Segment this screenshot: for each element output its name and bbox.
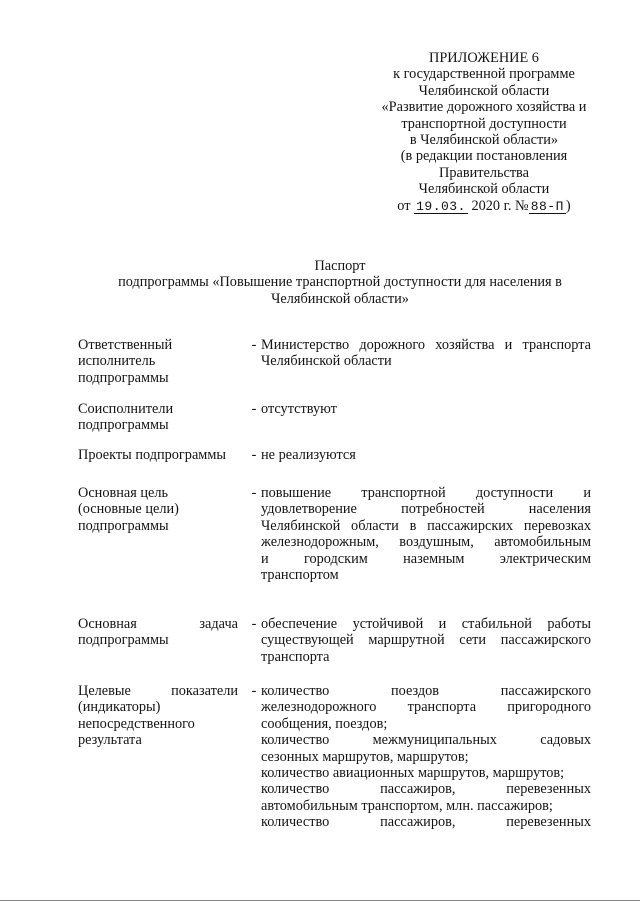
row-value [261, 616, 591, 665]
value-line: отсутствуют [261, 401, 337, 417]
value-line: железнодорожным, воздушным, автомобильным [261, 534, 591, 551]
label-line: (индикаторы) [78, 699, 161, 716]
date-prefix: от [397, 197, 411, 214]
row-label [78, 683, 238, 749]
passport-title [60, 258, 620, 307]
appendix-line: (в редакции постановления [400, 148, 568, 165]
row-label [78, 616, 238, 649]
value-line: количество пассажиров, перевезенных [261, 781, 591, 798]
value-line: количество поездов пассажирского [261, 683, 591, 699]
row-value [261, 447, 591, 463]
label-line: подпрограммы [78, 417, 169, 434]
label-line: непосредственного [78, 715, 195, 732]
label-line: Проекты подпрограммы [78, 447, 226, 463]
row-label [78, 485, 238, 534]
label-line: Основная задача [78, 616, 238, 632]
label-line: Целевые показатели [78, 683, 238, 699]
row-value [261, 485, 591, 583]
value-line: железнодорожного транспорта пригородного [261, 699, 591, 716]
value-line: количество авиационных маршрутов, маршрутов; [261, 765, 565, 782]
date-year: 2020 г. № [471, 197, 529, 214]
row-label [78, 337, 238, 386]
row-dash: - [251, 401, 257, 417]
row-value [261, 401, 591, 417]
label-line: Соисполнители [78, 401, 174, 417]
label-line: исполнитель [78, 353, 156, 370]
appendix-line: в Челябинской области» [409, 132, 559, 149]
value-line: повышение транспортной доступности и [261, 485, 591, 501]
appendix-line: Челябинской области [418, 82, 550, 99]
label-line: подпрограммы [78, 369, 169, 386]
value-line: Челябинской области [261, 353, 392, 370]
value-line: Челябинской области в пассажирских перевозках [261, 517, 591, 534]
value-line: и городским наземным электрическим [261, 550, 591, 567]
value-line: количество межмуниципальных садовых [261, 732, 591, 749]
appendix-line: Челябинской области [418, 181, 550, 198]
value-line: транспортом [261, 567, 339, 584]
page-bottom-edge [0, 900, 640, 901]
label-line: Ответственный [78, 337, 173, 353]
row-value [261, 683, 591, 831]
value-line: автомобильным транспортом, млн. пассажиров; [261, 797, 553, 814]
value-line: обеспечение устойчивой и стабильной работы [261, 616, 591, 632]
appendix-line: транспортной доступности [401, 115, 567, 132]
title-line: Челябинской области» [271, 290, 409, 307]
value-line: сообщения, поездов; [261, 715, 388, 732]
value-line: не реализуются [261, 447, 356, 463]
row-label [78, 401, 238, 434]
resolution-date-line [360, 198, 608, 214]
value-line: транспорта [261, 648, 330, 665]
value-line: Министерство дорожного хозяйства и транспорта [261, 337, 591, 353]
title-line: Паспорт [314, 258, 366, 274]
row-dash: - [251, 485, 257, 501]
appendix-line: Правительства [439, 164, 529, 181]
row-value [261, 337, 591, 370]
handwritten-number: 88-П [530, 198, 564, 214]
row-dash: - [251, 447, 257, 463]
row-dash: - [251, 616, 257, 632]
value-line: удовлетворение потребностей населения [261, 501, 591, 518]
date-suffix: ) [565, 197, 571, 214]
value-line: количество пассажиров, перевезенных [261, 814, 591, 831]
row-dash: - [251, 683, 257, 699]
row-label [78, 447, 238, 463]
appendix-line: «Развитие дорожного хозяйства и [381, 99, 587, 116]
label-line: результата [78, 732, 142, 749]
label-line: (основные цели) [78, 501, 179, 518]
title-line: подпрограммы «Повышение транспортной доступности для населения в [118, 274, 562, 291]
row-dash: - [251, 337, 257, 353]
value-line: сезонных маршрутов, маршрутов; [261, 748, 469, 765]
appendix-header [360, 50, 608, 214]
appendix-line: к государственной программе [393, 66, 575, 83]
label-line: Основная цель [78, 485, 169, 501]
appendix-title: ПРИЛОЖЕНИЕ 6 [429, 50, 539, 66]
label-line: подпрограммы [78, 517, 169, 534]
handwritten-date: 19.03. [416, 198, 466, 214]
label-line: подпрограммы [78, 632, 169, 649]
value-line: существующей маршрутной сети пассажирского [261, 632, 591, 649]
